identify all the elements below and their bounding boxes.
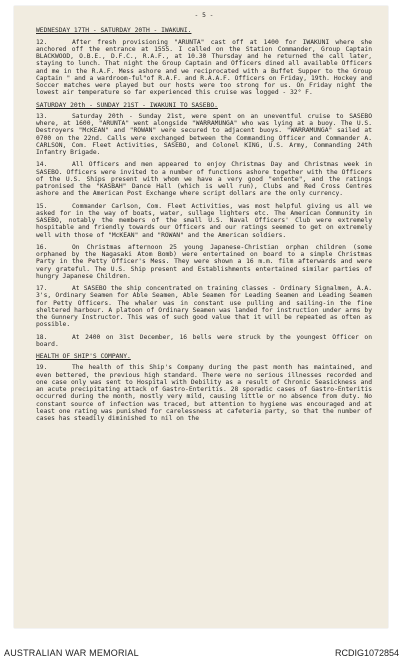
paragraph-number: 14. [36, 161, 48, 169]
paragraph-number: 18. [36, 333, 48, 341]
archive-id: RCDIG1072854 [334, 648, 399, 658]
paragraph-text: At 2400 on 31st December, 16 bells were struck by the youngest Officer on board. [36, 333, 372, 348]
page-content [36, 12, 372, 427]
paragraph-text: All Officers and men appeared to enjoy Christmas Day and Christmas week in SASEBO. Officers were invited to a number of functions ashore together with the Officers of the U.S. Ships present with whom we have a very good "entente", and the ratings patronised the "KASBAH" Dance Hall (which is well run), Clubs and Red Cross Centres ashore and the American Post Exchange where script dollars are the only currency. [36, 161, 372, 198]
paragraph-number: 15. [36, 202, 48, 210]
paragraph-text: Saturday 20th - Sunday 21st, were spent on an uneventful cruise to SASEBO where, at 1600, "ARUNTA" went alongside "WARRAMUNGA" who was lying at a buoy. The U.S. Destroyers "McKEAN" and "ROWAN" were secured to adjacent buoys. "WARRAMUNGA" sailed at 0700 on the 22nd. Calls were exchanged between the Commanding Officer and Commander A. CARLSON, Com. Fleet Activities, SASEBO, and Colonel KING, U.S. Army, Commanding 24th Infantry Brigade. [36, 112, 372, 156]
paragraph [36, 244, 372, 280]
paragraph-number: 17. [36, 285, 48, 292]
paragraph-text: On Christmas afternoon 25 young Japanese-Christian orphan children (some orphaned by the Nagasaki Atom Bomb) were entertained on board to a simple Christmas Party in the Petty Officer's Mess. They were shown a 16 m.m. film afterwards and were very grateful. The U.S. Ship present and Establishments entertained similar parties of hungry Japanese Children. [36, 243, 372, 280]
paragraph [36, 39, 372, 97]
paragraph [36, 161, 372, 197]
section-heading: WEDNESDAY 17TH - SATURDAY 20TH - IWAKUNI. [36, 27, 192, 35]
paragraph-text: The health of this Ship's Company during the past month has maintained, and even bettered, the previous high standard. There were no serious illnesses recorded and one case only was sent to Hospital with Debility as a result of Chronic Seasickness and an acute precipitating attack of Gastro-Enteritis. 28 sporadic cases of Gastro-Enteritis occurred during the month, mostly very mild, causing little or no absence from duty. No constant source of infection was traced, but attention to hygiene was encouraged and at least one rating was punished for carelessness at cafeteria party, so that the number of cases has steadily diminished to nil on the [36, 364, 372, 422]
paragraph-text: After fresh provisioning "ARUNTA" cast off at 1400 for IWAKUNI where she anchored off the entrance at 1555. I called on the Station Commander, Group Captain BLACKWOOD, O.B.E., D.F.C., R.A.F., at 10.30 Thursday and he returned the call later, staying to lunch. That night the Group Captain and Officers dined all available Officers and me in the R.A.F. Mess ashore and we reciprocated with a Buffet Supper to the Group Captain " and a wardroom-ful"of R.A.F. and R.A.A.F. Officers on Friday, 19th. Hockey and Soccer matches were played but our hosts were too strong for us. On Friday night the lowest air temperature so far experienced this cruise was logged - 32° F. [36, 38, 372, 97]
archive-name: AUSTRALIAN WAR MEMORIAL [4, 648, 139, 658]
page-number: - 5 - [194, 12, 214, 19]
paragraph-number: 13. [36, 112, 48, 120]
paragraph-number: 16. [36, 243, 48, 251]
paragraph [36, 113, 372, 157]
section-heading: SATURDAY 20th - SUNDAY 21ST - IWAKUNI TO SASEBO. [36, 101, 218, 109]
archive-footer [0, 632, 404, 666]
paragraph [36, 285, 372, 329]
paragraph-text: Commander Carlson, Com. Fleet Activities, was most helpful giving us all we asked for in the way of boats, water, sullage lighters etc. The American Community in SASEBO, notably the members of the small U.S. Naval Officers' Club were extremely hospitable and friendly towards our Officers and our ratings seemed to get on extremely well with those of "McKEAN" and "ROWAN" and the American soldiers. [36, 202, 372, 239]
paragraph [36, 203, 372, 239]
paragraph-text: At SASEBO the ship concentrated on training classes - Ordinary Signalmen, A.A. 3's, Ordinary Seamen for Able Seamen, Able Seamen for Leading Seamen and Leading Seamen for Petty Officers. The whaler was in constant use pulling and sailing-in the fine sheltered harbour. A platoon of Ordinary Seamen was landed for instruction under arms by the Gunnery Instructor. This was of such good value that it will be repeated as often as possible. [36, 285, 372, 329]
section-heading: HEALTH OF SHIP'S COMPANY. [36, 353, 131, 360]
paragraph [36, 334, 372, 349]
paragraph-number: 12. [36, 38, 48, 46]
document-page [14, 6, 388, 628]
paragraph [36, 364, 372, 422]
paragraph-number: 19. [36, 364, 48, 372]
